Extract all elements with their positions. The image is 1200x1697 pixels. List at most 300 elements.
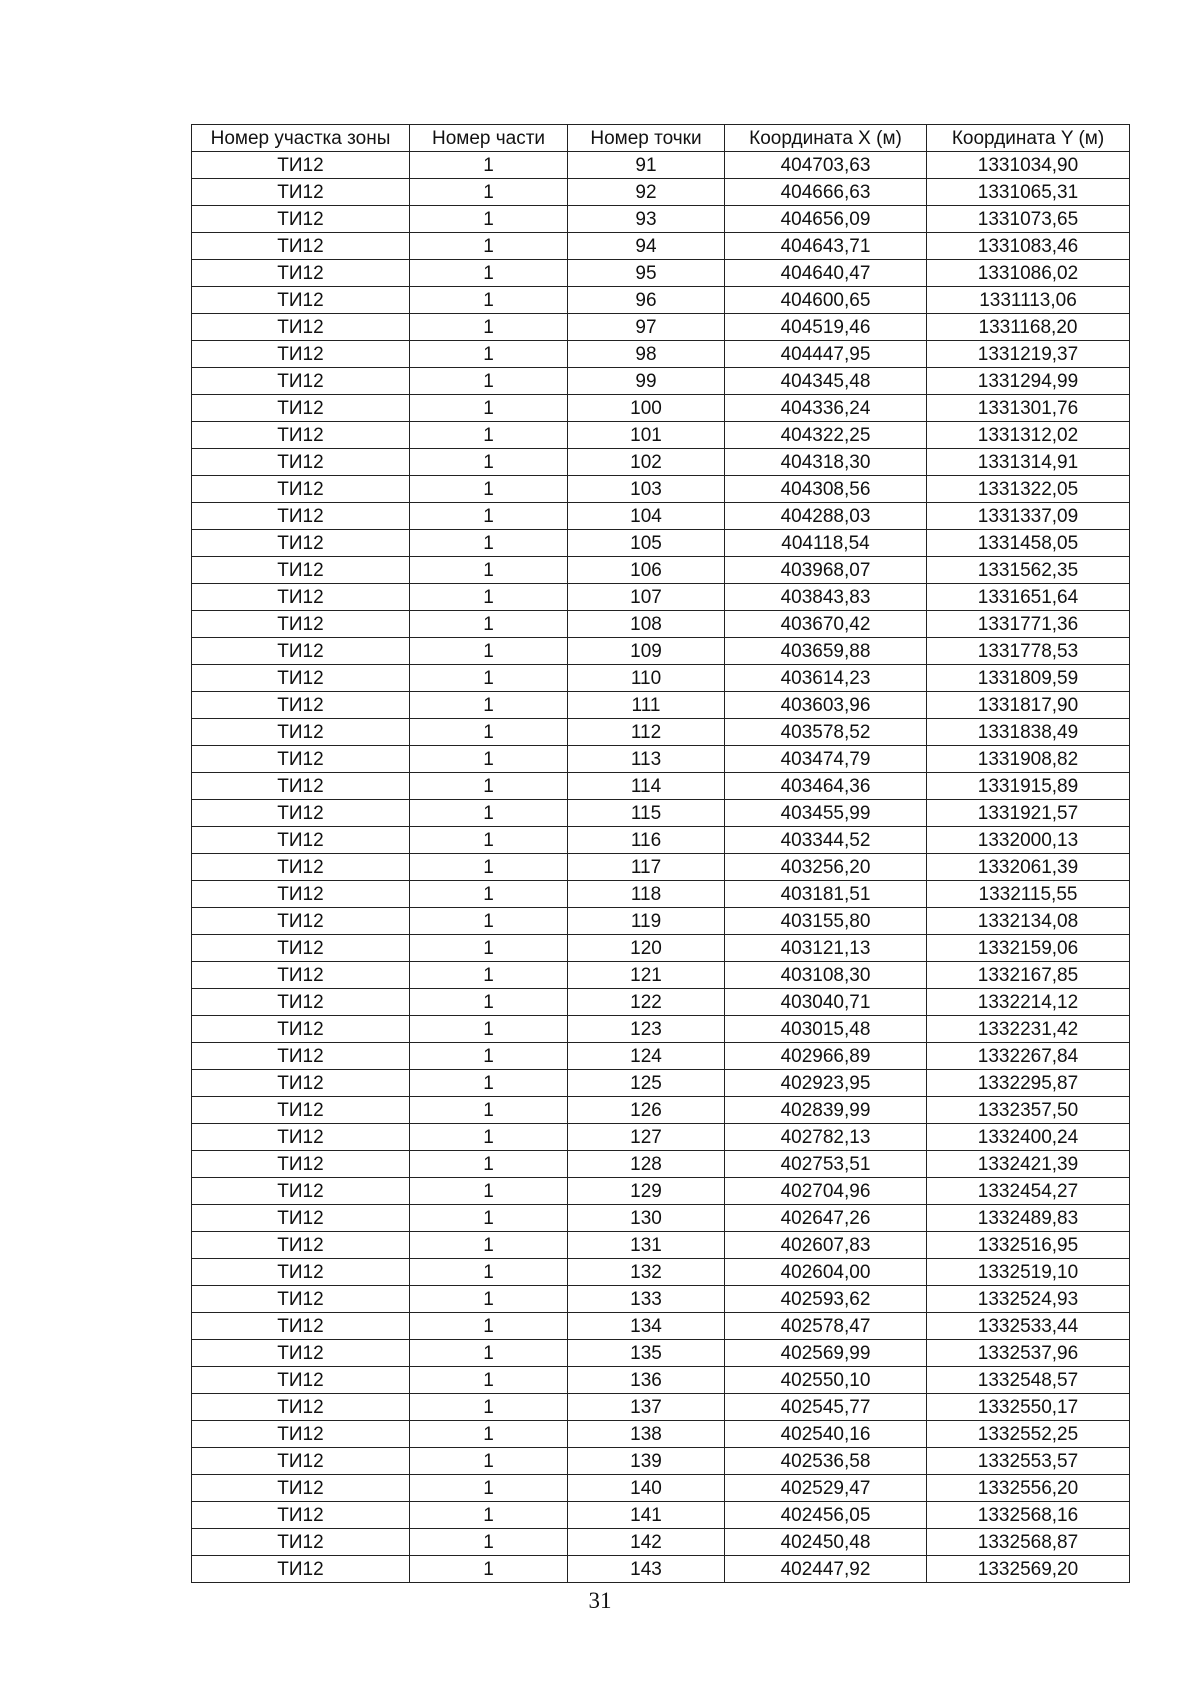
cell-part-number: 1 (410, 1394, 568, 1421)
cell-coordinate-y: 1332548,57 (927, 1367, 1130, 1394)
cell-point-number: 132 (568, 1259, 725, 1286)
cell-coordinate-x: 403040,71 (725, 989, 927, 1016)
cell-point-number: 112 (568, 719, 725, 746)
cell-coordinate-y: 1332295,87 (927, 1070, 1130, 1097)
header-point-number: Номер точки (568, 125, 725, 152)
table-row (192, 233, 1130, 260)
cell-point-number: 136 (568, 1367, 725, 1394)
cell-coordinate-x: 402923,95 (725, 1070, 927, 1097)
cell-part-number: 1 (410, 557, 568, 584)
table-row (192, 422, 1130, 449)
cell-coordinate-x: 403344,52 (725, 827, 927, 854)
cell-coordinate-x: 402456,05 (725, 1502, 927, 1529)
cell-part-number: 1 (410, 287, 568, 314)
cell-part-number: 1 (410, 206, 568, 233)
cell-part-number: 1 (410, 1340, 568, 1367)
cell-point-number: 98 (568, 341, 725, 368)
cell-coordinate-x: 402593,62 (725, 1286, 927, 1313)
cell-coordinate-x: 403108,30 (725, 962, 927, 989)
cell-point-number: 140 (568, 1475, 725, 1502)
cell-zone-section: ТИ12 (192, 449, 410, 476)
cell-zone-section: ТИ12 (192, 395, 410, 422)
header-part-number: Номер части (410, 125, 568, 152)
cell-coordinate-y: 1332357,50 (927, 1097, 1130, 1124)
cell-part-number: 1 (410, 233, 568, 260)
cell-coordinate-x: 404336,24 (725, 395, 927, 422)
cell-point-number: 110 (568, 665, 725, 692)
cell-zone-section: ТИ12 (192, 719, 410, 746)
cell-zone-section: ТИ12 (192, 1178, 410, 1205)
cell-part-number: 1 (410, 800, 568, 827)
cell-point-number: 96 (568, 287, 725, 314)
cell-part-number: 1 (410, 152, 568, 179)
cell-coordinate-y: 1332568,87 (927, 1529, 1130, 1556)
cell-zone-section: ТИ12 (192, 1394, 410, 1421)
cell-coordinate-y: 1331219,37 (927, 341, 1130, 368)
cell-part-number: 1 (410, 1475, 568, 1502)
cell-part-number: 1 (410, 179, 568, 206)
table-row (192, 1124, 1130, 1151)
cell-coordinate-y: 1332569,20 (927, 1556, 1130, 1583)
table-row (192, 746, 1130, 773)
table-row (192, 476, 1130, 503)
header-coordinate-x: Координата X (м) (725, 125, 927, 152)
cell-coordinate-y: 1331817,90 (927, 692, 1130, 719)
table-row (192, 584, 1130, 611)
cell-coordinate-x: 404345,48 (725, 368, 927, 395)
cell-zone-section: ТИ12 (192, 908, 410, 935)
cell-part-number: 1 (410, 1070, 568, 1097)
cell-zone-section: ТИ12 (192, 260, 410, 287)
cell-coordinate-y: 1332524,93 (927, 1286, 1130, 1313)
table-row (192, 287, 1130, 314)
cell-zone-section: ТИ12 (192, 1502, 410, 1529)
cell-zone-section: ТИ12 (192, 1313, 410, 1340)
cell-coordinate-x: 403603,96 (725, 692, 927, 719)
table-row (192, 1394, 1130, 1421)
cell-coordinate-x: 402529,47 (725, 1475, 927, 1502)
cell-coordinate-x: 402540,16 (725, 1421, 927, 1448)
header-coordinate-y: Координата Y (м) (927, 125, 1130, 152)
table-row (192, 1448, 1130, 1475)
cell-point-number: 126 (568, 1097, 725, 1124)
cell-point-number: 137 (568, 1394, 725, 1421)
table-row (192, 908, 1130, 935)
table-row (192, 314, 1130, 341)
table-row (192, 800, 1130, 827)
cell-zone-section: ТИ12 (192, 368, 410, 395)
cell-point-number: 142 (568, 1529, 725, 1556)
cell-coordinate-y: 1331168,20 (927, 314, 1130, 341)
cell-point-number: 123 (568, 1016, 725, 1043)
cell-coordinate-y: 1331458,05 (927, 530, 1130, 557)
table-row (192, 1232, 1130, 1259)
cell-part-number: 1 (410, 935, 568, 962)
cell-coordinate-x: 402569,99 (725, 1340, 927, 1367)
table-row (192, 1016, 1130, 1043)
cell-coordinate-y: 1331312,02 (927, 422, 1130, 449)
cell-point-number: 93 (568, 206, 725, 233)
table-row (192, 1421, 1130, 1448)
cell-coordinate-x: 403578,52 (725, 719, 927, 746)
cell-zone-section: ТИ12 (192, 179, 410, 206)
table-row (192, 206, 1130, 233)
cell-point-number: 127 (568, 1124, 725, 1151)
cell-zone-section: ТИ12 (192, 314, 410, 341)
table-row (192, 179, 1130, 206)
cell-part-number: 1 (410, 1232, 568, 1259)
cell-coordinate-x: 403614,23 (725, 665, 927, 692)
cell-part-number: 1 (410, 692, 568, 719)
cell-coordinate-x: 403455,99 (725, 800, 927, 827)
table-row (192, 1178, 1130, 1205)
cell-point-number: 105 (568, 530, 725, 557)
cell-zone-section: ТИ12 (192, 1367, 410, 1394)
cell-coordinate-y: 1331771,36 (927, 611, 1130, 638)
cell-coordinate-x: 402647,26 (725, 1205, 927, 1232)
cell-point-number: 117 (568, 854, 725, 881)
cell-coordinate-x: 404318,30 (725, 449, 927, 476)
cell-coordinate-x: 403464,36 (725, 773, 927, 800)
cell-zone-section: ТИ12 (192, 881, 410, 908)
cell-zone-section: ТИ12 (192, 746, 410, 773)
table-row (192, 854, 1130, 881)
cell-coordinate-y: 1331562,35 (927, 557, 1130, 584)
cell-point-number: 138 (568, 1421, 725, 1448)
cell-coordinate-x: 403670,42 (725, 611, 927, 638)
cell-coordinate-x: 404322,25 (725, 422, 927, 449)
cell-zone-section: ТИ12 (192, 638, 410, 665)
cell-point-number: 130 (568, 1205, 725, 1232)
table-row (192, 611, 1130, 638)
cell-coordinate-x: 402550,10 (725, 1367, 927, 1394)
cell-point-number: 134 (568, 1313, 725, 1340)
cell-coordinate-y: 1332489,83 (927, 1205, 1130, 1232)
cell-zone-section: ТИ12 (192, 287, 410, 314)
cell-zone-section: ТИ12 (192, 1232, 410, 1259)
cell-coordinate-y: 1332556,20 (927, 1475, 1130, 1502)
cell-coordinate-y: 1331083,46 (927, 233, 1130, 260)
cell-point-number: 108 (568, 611, 725, 638)
cell-part-number: 1 (410, 827, 568, 854)
cell-part-number: 1 (410, 503, 568, 530)
cell-coordinate-y: 1331314,91 (927, 449, 1130, 476)
cell-part-number: 1 (410, 1124, 568, 1151)
header-row (192, 125, 1130, 152)
cell-coordinate-y: 1331651,64 (927, 584, 1130, 611)
cell-point-number: 124 (568, 1043, 725, 1070)
cell-point-number: 118 (568, 881, 725, 908)
cell-coordinate-y: 1332533,44 (927, 1313, 1130, 1340)
cell-part-number: 1 (410, 1367, 568, 1394)
cell-point-number: 135 (568, 1340, 725, 1367)
table-row (192, 395, 1130, 422)
cell-part-number: 1 (410, 989, 568, 1016)
cell-coordinate-y: 1331294,99 (927, 368, 1130, 395)
table-row (192, 962, 1130, 989)
table-header (192, 125, 1130, 152)
cell-coordinate-x: 402450,48 (725, 1529, 927, 1556)
cell-part-number: 1 (410, 1421, 568, 1448)
cell-coordinate-y: 1332568,16 (927, 1502, 1130, 1529)
page-number: 31 (588, 1588, 612, 1613)
table-row (192, 449, 1130, 476)
cell-coordinate-y: 1332550,17 (927, 1394, 1130, 1421)
cell-coordinate-x: 404288,03 (725, 503, 927, 530)
cell-part-number: 1 (410, 638, 568, 665)
cell-part-number: 1 (410, 1097, 568, 1124)
cell-coordinate-x: 403968,07 (725, 557, 927, 584)
cell-part-number: 1 (410, 1151, 568, 1178)
cell-part-number: 1 (410, 584, 568, 611)
cell-coordinate-x: 403181,51 (725, 881, 927, 908)
table-row (192, 935, 1130, 962)
cell-part-number: 1 (410, 1502, 568, 1529)
cell-coordinate-y: 1332552,25 (927, 1421, 1130, 1448)
cell-zone-section: ТИ12 (192, 1475, 410, 1502)
cell-part-number: 1 (410, 260, 568, 287)
cell-zone-section: ТИ12 (192, 1556, 410, 1583)
table-row (192, 368, 1130, 395)
cell-part-number: 1 (410, 1016, 568, 1043)
cell-coordinate-x: 402966,89 (725, 1043, 927, 1070)
cell-zone-section: ТИ12 (192, 557, 410, 584)
cell-part-number: 1 (410, 530, 568, 557)
cell-zone-section: ТИ12 (192, 1259, 410, 1286)
cell-point-number: 109 (568, 638, 725, 665)
table-row (192, 1556, 1130, 1583)
cell-coordinate-x: 404656,09 (725, 206, 927, 233)
cell-point-number: 116 (568, 827, 725, 854)
table-row (192, 341, 1130, 368)
cell-coordinate-y: 1332167,85 (927, 962, 1130, 989)
cell-coordinate-y: 1332519,10 (927, 1259, 1130, 1286)
cell-coordinate-x: 402607,83 (725, 1232, 927, 1259)
cell-zone-section: ТИ12 (192, 233, 410, 260)
cell-coordinate-y: 1331809,59 (927, 665, 1130, 692)
cell-zone-section: ТИ12 (192, 1070, 410, 1097)
table-row (192, 1502, 1130, 1529)
cell-part-number: 1 (410, 746, 568, 773)
cell-point-number: 100 (568, 395, 725, 422)
cell-coordinate-y: 1332421,39 (927, 1151, 1130, 1178)
table-row (192, 665, 1130, 692)
cell-point-number: 94 (568, 233, 725, 260)
table-row (192, 989, 1130, 1016)
table-row (192, 1367, 1130, 1394)
cell-part-number: 1 (410, 341, 568, 368)
cell-point-number: 99 (568, 368, 725, 395)
cell-zone-section: ТИ12 (192, 422, 410, 449)
cell-zone-section: ТИ12 (192, 665, 410, 692)
cell-part-number: 1 (410, 1043, 568, 1070)
cell-coordinate-x: 404519,46 (725, 314, 927, 341)
cell-zone-section: ТИ12 (192, 989, 410, 1016)
cell-coordinate-y: 1331065,31 (927, 179, 1130, 206)
cell-part-number: 1 (410, 1556, 568, 1583)
table-row (192, 557, 1130, 584)
cell-coordinate-y: 1332159,06 (927, 935, 1130, 962)
table-row (192, 1286, 1130, 1313)
cell-point-number: 128 (568, 1151, 725, 1178)
cell-point-number: 121 (568, 962, 725, 989)
cell-zone-section: ТИ12 (192, 530, 410, 557)
cell-part-number: 1 (410, 719, 568, 746)
cell-zone-section: ТИ12 (192, 206, 410, 233)
table-row (192, 719, 1130, 746)
cell-coordinate-y: 1332000,13 (927, 827, 1130, 854)
cell-coordinate-y: 1331301,76 (927, 395, 1130, 422)
cell-coordinate-x: 403155,80 (725, 908, 927, 935)
cell-coordinate-x: 404447,95 (725, 341, 927, 368)
cell-coordinate-x: 402782,13 (725, 1124, 927, 1151)
cell-coordinate-y: 1332454,27 (927, 1178, 1130, 1205)
cell-point-number: 92 (568, 179, 725, 206)
cell-coordinate-x: 403843,83 (725, 584, 927, 611)
cell-part-number: 1 (410, 665, 568, 692)
cell-point-number: 119 (568, 908, 725, 935)
cell-coordinate-x: 403121,13 (725, 935, 927, 962)
header-zone-section: Номер участка зоны (192, 125, 410, 152)
cell-point-number: 106 (568, 557, 725, 584)
cell-zone-section: ТИ12 (192, 341, 410, 368)
cell-zone-section: ТИ12 (192, 1448, 410, 1475)
cell-zone-section: ТИ12 (192, 1340, 410, 1367)
table-row (192, 1205, 1130, 1232)
cell-coordinate-x: 404308,56 (725, 476, 927, 503)
cell-part-number: 1 (410, 773, 568, 800)
cell-zone-section: ТИ12 (192, 800, 410, 827)
cell-coordinate-y: 1332231,42 (927, 1016, 1130, 1043)
cell-zone-section: ТИ12 (192, 935, 410, 962)
cell-point-number: 120 (568, 935, 725, 962)
cell-coordinate-x: 404643,71 (725, 233, 927, 260)
cell-coordinate-y: 1331322,05 (927, 476, 1130, 503)
cell-point-number: 131 (568, 1232, 725, 1259)
cell-coordinate-y: 1332115,55 (927, 881, 1130, 908)
cell-part-number: 1 (410, 422, 568, 449)
cell-point-number: 115 (568, 800, 725, 827)
table-row (192, 773, 1130, 800)
cell-coordinate-x: 403256,20 (725, 854, 927, 881)
cell-coordinate-y: 1331908,82 (927, 746, 1130, 773)
cell-point-number: 107 (568, 584, 725, 611)
cell-part-number: 1 (410, 449, 568, 476)
cell-zone-section: ТИ12 (192, 1016, 410, 1043)
table-row (192, 1151, 1130, 1178)
cell-coordinate-y: 1331915,89 (927, 773, 1130, 800)
cell-coordinate-x: 402545,77 (725, 1394, 927, 1421)
table-row (192, 1097, 1130, 1124)
cell-zone-section: ТИ12 (192, 1124, 410, 1151)
cell-coordinate-y: 1332214,12 (927, 989, 1130, 1016)
cell-coordinate-y: 1332516,95 (927, 1232, 1130, 1259)
cell-zone-section: ТИ12 (192, 827, 410, 854)
cell-coordinate-y: 1332553,57 (927, 1448, 1130, 1475)
table-row (192, 503, 1130, 530)
cell-point-number: 102 (568, 449, 725, 476)
cell-coordinate-x: 402753,51 (725, 1151, 927, 1178)
cell-coordinate-y: 1331086,02 (927, 260, 1130, 287)
table-row (192, 1259, 1130, 1286)
table-row (192, 530, 1130, 557)
cell-part-number: 1 (410, 314, 568, 341)
cell-coordinate-x: 403015,48 (725, 1016, 927, 1043)
cell-part-number: 1 (410, 1529, 568, 1556)
cell-point-number: 143 (568, 1556, 725, 1583)
cell-point-number: 103 (568, 476, 725, 503)
table-row (192, 1313, 1130, 1340)
coordinates-table (191, 124, 1130, 1583)
table-body (192, 152, 1130, 1583)
cell-part-number: 1 (410, 476, 568, 503)
cell-point-number: 114 (568, 773, 725, 800)
cell-point-number: 95 (568, 260, 725, 287)
cell-part-number: 1 (410, 611, 568, 638)
cell-point-number: 91 (568, 152, 725, 179)
cell-coordinate-y: 1331113,06 (927, 287, 1130, 314)
table-row (192, 638, 1130, 665)
cell-zone-section: ТИ12 (192, 1286, 410, 1313)
cell-coordinate-y: 1331073,65 (927, 206, 1130, 233)
cell-coordinate-y: 1331337,09 (927, 503, 1130, 530)
cell-coordinate-x: 404703,63 (725, 152, 927, 179)
cell-point-number: 122 (568, 989, 725, 1016)
cell-point-number: 111 (568, 692, 725, 719)
cell-part-number: 1 (410, 368, 568, 395)
cell-part-number: 1 (410, 908, 568, 935)
cell-part-number: 1 (410, 1313, 568, 1340)
cell-point-number: 104 (568, 503, 725, 530)
cell-coordinate-y: 1331034,90 (927, 152, 1130, 179)
cell-zone-section: ТИ12 (192, 476, 410, 503)
cell-point-number: 97 (568, 314, 725, 341)
cell-coordinate-y: 1331838,49 (927, 719, 1130, 746)
cell-part-number: 1 (410, 1178, 568, 1205)
cell-coordinate-x: 402447,92 (725, 1556, 927, 1583)
cell-coordinate-x: 404600,65 (725, 287, 927, 314)
table-row (192, 1070, 1130, 1097)
cell-point-number: 141 (568, 1502, 725, 1529)
table-row (192, 692, 1130, 719)
cell-zone-section: ТИ12 (192, 1043, 410, 1070)
table-row (192, 881, 1130, 908)
cell-coordinate-y: 1332061,39 (927, 854, 1130, 881)
cell-part-number: 1 (410, 1259, 568, 1286)
cell-coordinate-x: 402704,96 (725, 1178, 927, 1205)
cell-zone-section: ТИ12 (192, 962, 410, 989)
cell-coordinate-x: 403474,79 (725, 746, 927, 773)
cell-coordinate-x: 404640,47 (725, 260, 927, 287)
cell-coordinate-x: 402578,47 (725, 1313, 927, 1340)
table-row (192, 1529, 1130, 1556)
cell-coordinate-y: 1332134,08 (927, 908, 1130, 935)
table-row (192, 1475, 1130, 1502)
cell-zone-section: ТИ12 (192, 1151, 410, 1178)
cell-zone-section: ТИ12 (192, 692, 410, 719)
cell-point-number: 129 (568, 1178, 725, 1205)
cell-coordinate-x: 402839,99 (725, 1097, 927, 1124)
cell-zone-section: ТИ12 (192, 152, 410, 179)
cell-coordinate-x: 403659,88 (725, 638, 927, 665)
cell-part-number: 1 (410, 1205, 568, 1232)
cell-point-number: 133 (568, 1286, 725, 1313)
cell-point-number: 101 (568, 422, 725, 449)
cell-part-number: 1 (410, 395, 568, 422)
cell-zone-section: ТИ12 (192, 854, 410, 881)
cell-coordinate-y: 1331921,57 (927, 800, 1130, 827)
cell-zone-section: ТИ12 (192, 1205, 410, 1232)
